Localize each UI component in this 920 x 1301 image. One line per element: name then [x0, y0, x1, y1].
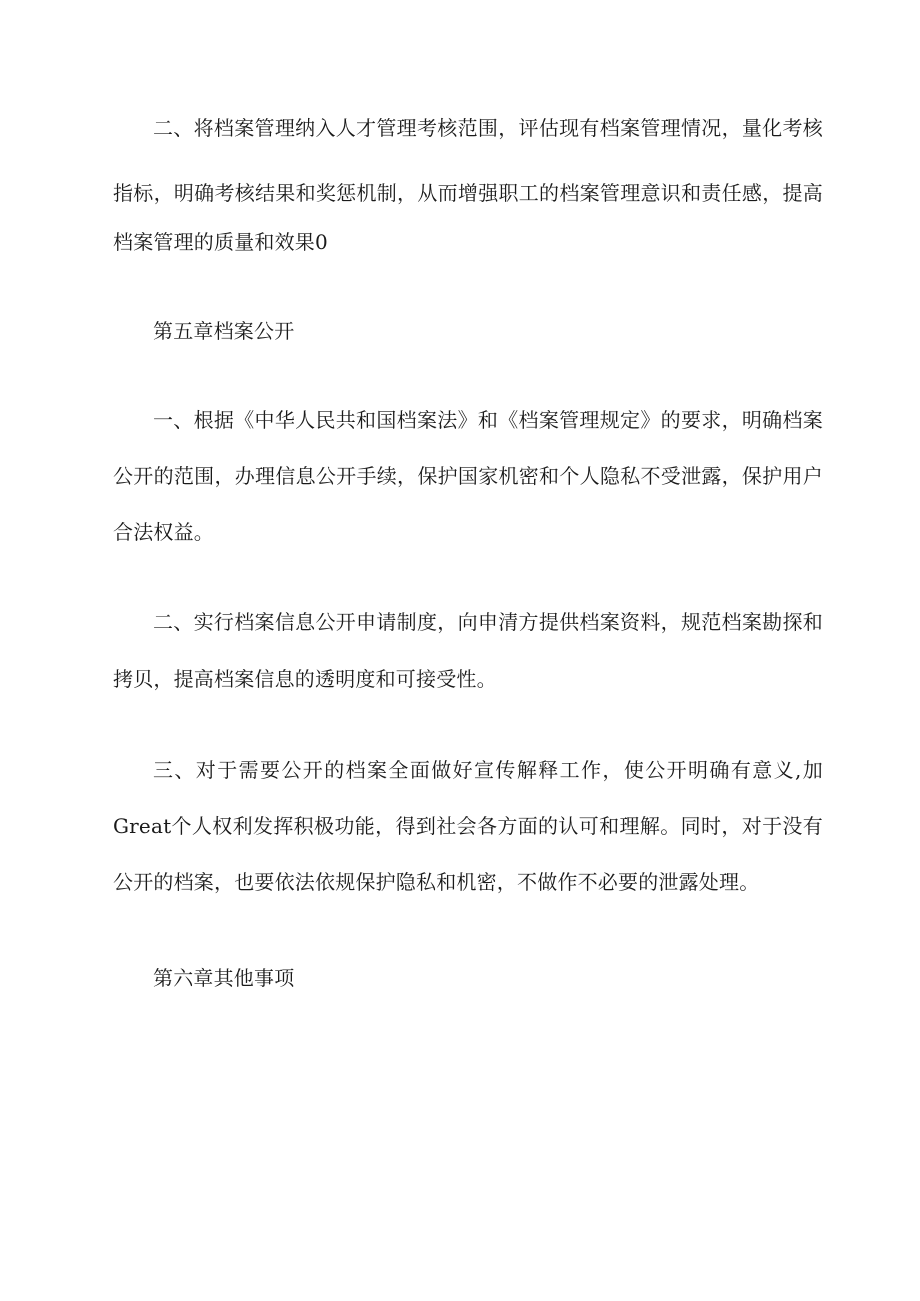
paragraph-1-line-1: 二、将档案管理纳入人才管理考核范围，评估现有档案管理情况，量化考核: [153, 116, 823, 140]
paragraph-4-line-3: 公开的档案，也要依法依规保护隐私和机密，不做作不必要的泄露处理。: [113, 870, 760, 894]
chapter-6-heading: 第六章其他事项: [153, 966, 295, 990]
paragraph-1-line-3: 档案管理的质量和效果0: [113, 230, 328, 254]
paragraph-4-line-1: 三、对于需要公开的档案全面做好宣传解释工作，使公开明确有意义,加: [153, 758, 823, 782]
paragraph-4-line-2: Great个人权利发挥积极功能，得到社会各方面的认可和理解。同时，对于没有: [113, 814, 823, 838]
paragraph-2-line-2: 公开的范围，办理信息公开手续，保护国家机密和个人隐私不受泄露，保护用户: [113, 464, 823, 488]
paragraph-3-line-2: 拷贝，提高档案信息的透明度和可接受性。: [113, 667, 497, 691]
paragraph-3-line-1: 二、实行档案信息公开申请制度，向申清方提供档案资料，规范档案勘探和: [153, 610, 823, 634]
paragraph-2-line-1: 一、根据《中华人民共和国档案法》和《档案管理规定》的要求，明确档案: [153, 408, 823, 432]
paragraph-2-line-3: 合法权益。: [113, 520, 214, 544]
paragraph-1-line-2: 指标，明确考核结果和奖惩机制，从而增强职工的档案管理意识和责任感，提高: [113, 181, 823, 205]
chapter-5-heading: 第五章档案公开: [153, 319, 295, 343]
